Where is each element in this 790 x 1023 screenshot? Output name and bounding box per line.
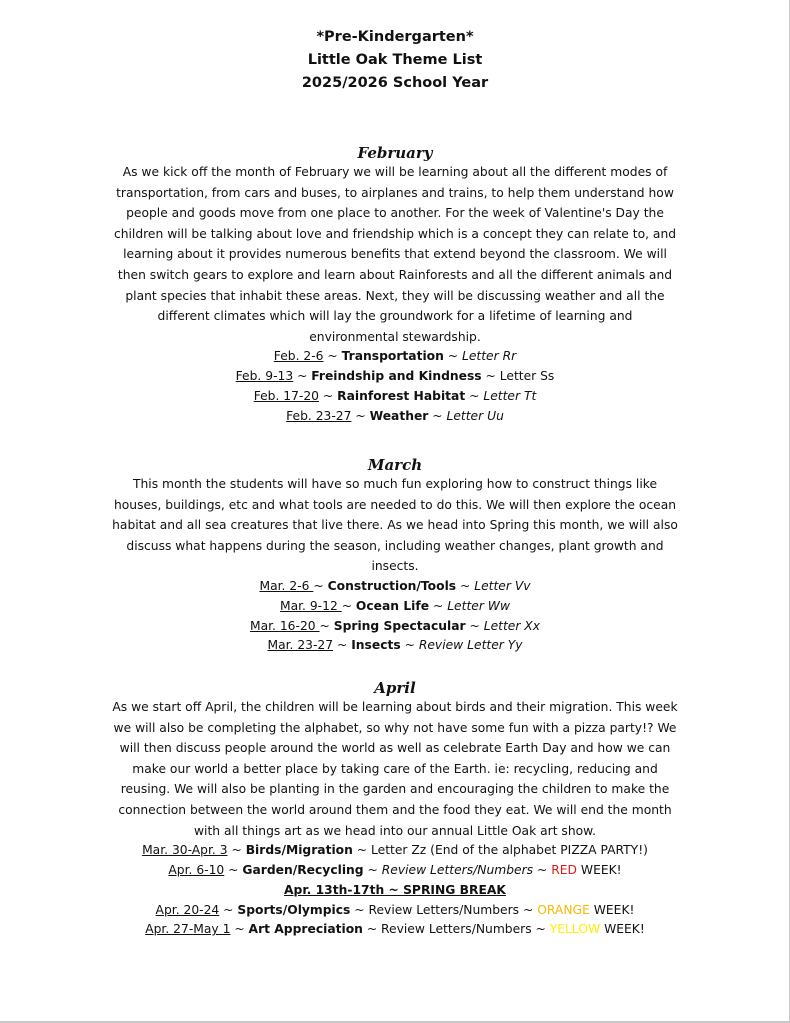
week-date: Apr. 20-24 [155,902,220,917]
february-paragraph: As we kick off the month of February we will be learning about all the different modes of transportation, from cars and buses, to airplanes and trains, to help them understand how people and goods move from one place to another. For the week of Valentine's Day the children will be talking about love and friendship which is a concept they can relate to, and learning about it provides numerous benefits that extend beyond the classroom. We will then switch gears to explore and learn about Rainforests and all the different animals and plant species that inhabit these areas. Next, they will be discussing weather and all the different climates which will lay the groundwork for a lifetime of learning and environmental stewardship. [113,165,677,344]
color-week-red: RED [551,862,578,877]
week-date: Mar. 30-Apr. 3 [142,843,228,858]
february-section [110,144,680,427]
week-letter: ~ Review Letters/Numbers ~ [350,902,538,917]
april-schedule [108,841,682,940]
schedule-row: Apr. 20-24 ~ Sports/Olympics ~ Review Letters/Numbers ~ ORANGE WEEK! [155,902,635,917]
week-topic: Art Appreciation [248,922,363,937]
color-week-orange: ORANGE [537,902,590,917]
week-letter: Letter Rr [462,349,517,364]
week-letter: Review Letters/Numbers [381,862,534,877]
week-letter: ~ Review Letters/Numbers ~ [362,922,550,937]
march-title: March [367,456,423,474]
spring-break-text: Apr. 13th-17th ~ SPRING BREAK [284,882,506,897]
week-topic: Transportation [341,349,444,364]
week-letter: Review Letter Yy [418,638,523,653]
april-title: April [374,679,416,697]
header-grade: *Pre-Kindergarten* [316,29,474,45]
schedule-row: Mar. 23-27 ~ Insects ~ Review Letter Yy [267,638,523,653]
week-letter: Letter Ww [447,598,511,613]
schedule-row: Mar. 30-Apr. 3 ~ Birds/Migration ~ Letter Zz (End of the alphabet PIZZA PARTY!) [142,843,648,858]
schedule-row: Apr. 27-May 1 ~ Art Appreciation ~ Review Letters/Numbers ~ YELLOW WEEK! [145,922,645,937]
week-topic: Birds/Migration [245,843,353,858]
schedule-row: Mar. 2-6 ~ Construction/Tools ~ Letter Vv [259,578,531,593]
schedule-row: Feb. 2-6 ~ Transportation ~ Letter Rr [273,349,517,364]
week-letter: Letter Vv [474,578,531,593]
schedule-row: Feb. 23-27 ~ Weather ~ Letter Uu [286,408,504,423]
week-topic: Sports/Olympics [237,902,351,917]
schedule-row: Mar. 9-12 ~ Ocean Life ~ Letter Ww [279,598,511,613]
week-topic: Freindship and Kindness [311,369,482,384]
february-schedule [110,347,680,426]
week-topic: Rainforest Habitat [337,388,466,403]
week-date: Mar. 9-12 [279,598,342,613]
week-letter: Letter Tt [483,388,537,403]
week-topic: Construction/Tools [327,578,457,593]
week-topic: Weather [369,408,429,423]
schedule-row: Apr. 6-10 ~ Garden/Recycling ~ Review Letters/Numbers ~ RED WEEK! [168,862,622,877]
week-date: Feb. 23-27 [286,408,352,423]
week-date: Mar. 16-20 [249,618,320,633]
week-date: Apr. 6-10 [168,862,225,877]
color-week-yellow: YELLOW [549,922,601,937]
week-date: Feb. 9-13 [235,369,294,384]
week-letter: Letter Xx [483,618,541,633]
march-section [110,456,680,656]
week-letter: ~ Letter Zz (End of the alphabet PIZZA PARTY!) [352,843,648,858]
week-topic: Garden/Recycling [242,862,364,877]
week-letter: Letter Ss [499,369,555,384]
february-title: February [357,144,433,162]
spring-break-row [108,881,682,901]
schedule-row: Feb. 9-13 ~ Freindship and Kindness ~ Letter Ss [235,369,555,384]
schedule-row: Feb. 17-20 ~ Rainforest Habitat ~ Letter Tt [253,388,537,403]
week-date: Feb. 17-20 [253,388,320,403]
april-paragraph: As we start off April, the children will be learning about birds and their migration. This week we will also be completing the alphabet, so why not have some fun with a pizza party!? We will then discuss people around the world as well as celebrate Earth Day and how we can make our world a better place by taking care of the Earth. ie: recycling, reducing and reusing. We will also be planting in the garden and encouraging the children to make the connection between the world around them and the food they eat. We will end the month with all things art as we head into our annual Little Oak art show. [112,700,678,838]
week-topic: Insects [351,638,401,653]
week-date: Feb. 2-6 [273,349,324,364]
april-section [108,679,682,940]
week-date: Mar. 23-27 [267,638,334,653]
week-topic: Ocean Life [355,598,430,613]
schedule-row: Mar. 16-20 ~ Spring Spectacular ~ Letter Xx [249,618,541,633]
header-year: 2025/2026 School Year [301,75,489,91]
week-date: Apr. 27-May 1 [145,922,231,937]
week-date: Mar. 2-6 [259,578,314,593]
week-topic: Spring Spectacular [333,618,466,633]
document-header [0,26,790,95]
header-title: Little Oak Theme List [307,52,483,68]
march-schedule [110,577,680,656]
march-paragraph: This month the students will have so much fun exploring how to construct things like houses, buildings, etc and what tools are needed to do this. We will then explore the ocean habitat and all sea creatures that live there. As we head into Spring this month, we will also discuss what happens during the season, including weather changes, plant growth and insects. [112,477,678,574]
week-letter: Letter Uu [446,408,504,423]
